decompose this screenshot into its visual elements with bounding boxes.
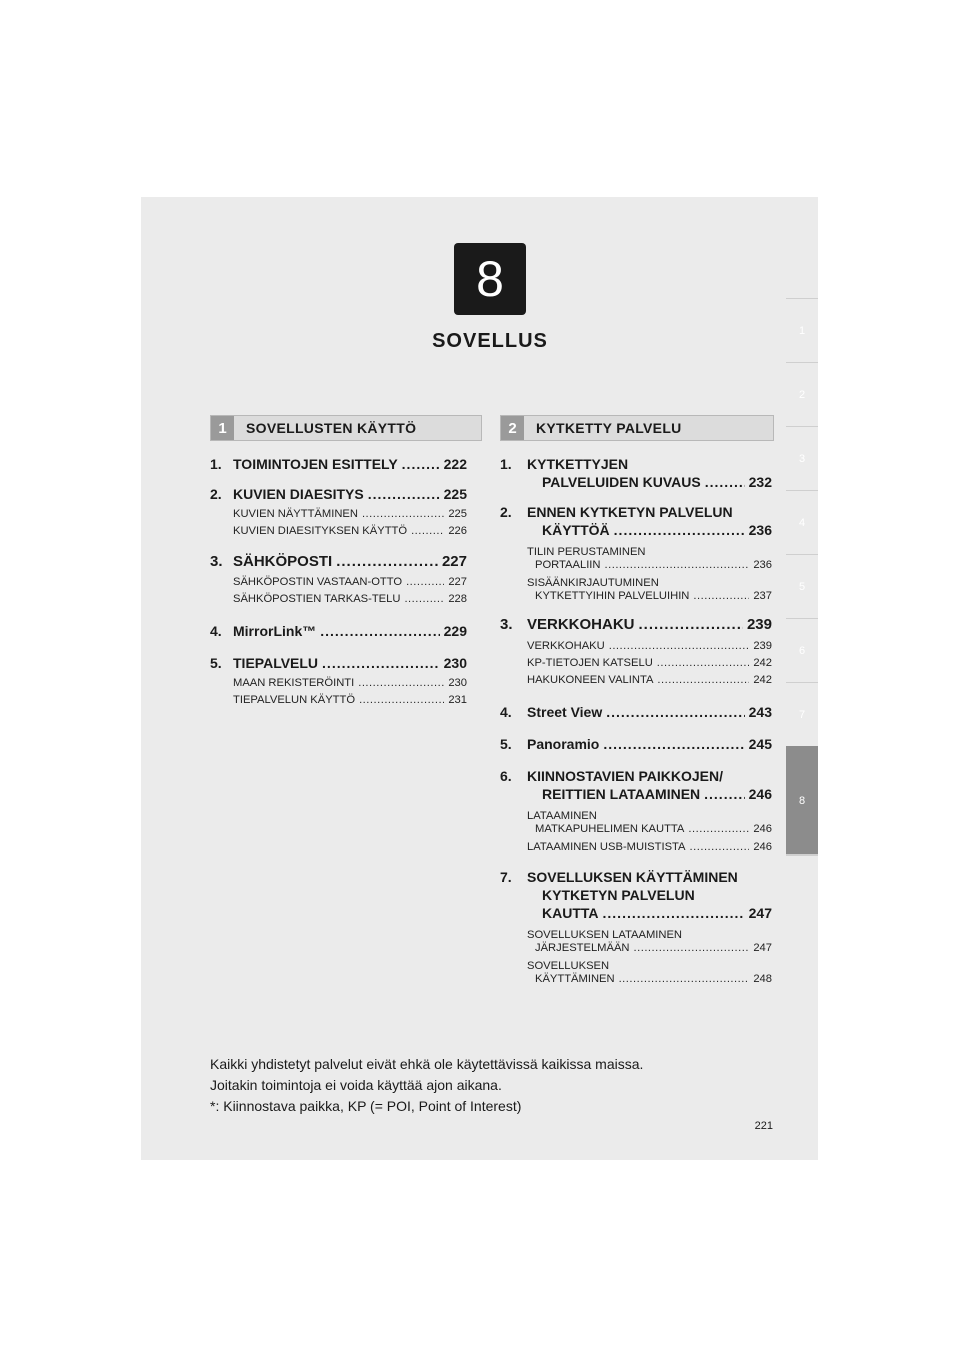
toc-item[interactable]: 3. SÄHKÖPOSTI ..... 227: [210, 553, 467, 570]
chapter-tab-8-active[interactable]: 8: [786, 746, 818, 854]
toc-item[interactable]: 1. KYTKETTYJEN: [500, 456, 629, 472]
footnote: Kaikki yhdistetyt palvelut eivät ehkä ole käytettävissä kaikissa maissa.: [210, 1056, 644, 1072]
chapter-tab-5[interactable]: 5: [786, 554, 818, 618]
toc-subitem-continuation[interactable]: PORTAALIIN ..... 236: [500, 559, 772, 571]
footnotes: [210, 1054, 643, 1117]
chapter-title: SOVELLUS: [432, 330, 548, 352]
toc-item[interactable]: 6. KIINNOSTAVIEN PAIKKOJEN/: [500, 768, 724, 784]
toc-subitem[interactable]: SOVELLUKSEN LATAAMINEN: [527, 929, 683, 941]
footnote: Joitakin toimintoja ei voida käyttää ajon aikana.: [210, 1077, 502, 1093]
section-title: SOVELLUSTEN KÄYTTÖ: [246, 420, 417, 436]
section-header-2: [500, 415, 774, 441]
toc-subitem[interactable]: VERKKOHAKU ..... 239: [500, 640, 772, 652]
toc-subitem-continuation[interactable]: MATKAPUHELIMEN KAUTTA ..... 246: [500, 823, 772, 835]
toc-subitem[interactable]: KUVIEN DIAESITYKSEN KÄYTTÖ ..... 226: [210, 525, 467, 537]
toc-subitem[interactable]: TIEPALVELUN KÄYTTÖ ..... 231: [210, 694, 467, 706]
chapter-tab-6[interactable]: 6: [786, 618, 818, 682]
toc-item[interactable]: 1. TOIMINTOJEN ESITTELY ..... 222: [210, 456, 467, 472]
toc-item[interactable]: 4. Street View ..... 243: [500, 704, 772, 720]
toc-subitem[interactable]: SOVELLUKSEN: [527, 960, 610, 972]
toc-subitem[interactable]: HAKUKONEEN VALINTA ..... 242: [500, 674, 772, 686]
toc-subitem[interactable]: TILIN PERUSTAMINEN: [527, 546, 646, 558]
chapter-number: 8: [476, 251, 504, 307]
toc-subitem[interactable]: KUVIEN NÄYTTÄMINEN ..... 225: [210, 508, 467, 520]
section-number: 2: [501, 416, 524, 440]
toc-item[interactable]: 4. MirrorLink™ ..... 229: [210, 623, 467, 639]
toc-subitem[interactable]: SÄHKÖPOSTIEN TARKAS-TELU ..... 228: [210, 593, 467, 605]
chapter-number-badge: [454, 243, 526, 315]
chapter-tab-4[interactable]: 4: [786, 490, 818, 554]
toc-left-column: [210, 456, 467, 706]
toc-item-continuation[interactable]: KÄYTTÖÄ ..... 236: [500, 522, 772, 538]
toc-subitem[interactable]: SÄHKÖPOSTIN VASTAAN-OTTO ..... 227: [210, 576, 467, 588]
section-number: 1: [211, 416, 234, 440]
chapter-tab-3[interactable]: 3: [786, 426, 818, 490]
toc-item-continuation[interactable]: KYTKETYN PALVELUN: [542, 887, 695, 903]
page-number: 221: [754, 1120, 773, 1132]
toc-subitem[interactable]: SISÄÄNKIRJAUTUMINEN: [527, 577, 659, 589]
section-title: KYTKETTY PALVELU: [536, 420, 682, 436]
chapter-tabs: [786, 298, 818, 856]
toc-item[interactable]: 7. SOVELLUKSEN KÄYTTÄMINEN: [500, 869, 738, 885]
toc-item[interactable]: 2. ENNEN KYTKETYN PALVELUN: [500, 504, 733, 520]
chapter-tab-2[interactable]: 2: [786, 362, 818, 426]
toc-subitem[interactable]: MAAN REKISTERÖINTI ..... 230: [210, 677, 467, 689]
section-header-1: [210, 415, 482, 441]
chapter-tab-1[interactable]: 1: [786, 298, 818, 362]
toc-subitem-continuation[interactable]: KYTKETTYIHIN PALVELUIHIN ..... 237: [500, 590, 772, 602]
chapter-tab-7[interactable]: 7: [786, 682, 818, 746]
toc-item-continuation[interactable]: KAUTTA ..... 247: [500, 905, 772, 921]
toc-subitem-continuation[interactable]: KÄYTTÄMINEN ..... 248: [500, 973, 772, 985]
toc-item[interactable]: 5. Panoramio ..... 245: [500, 736, 772, 752]
toc-item[interactable]: 2. KUVIEN DIAESITYS ..... 225: [210, 486, 467, 502]
toc-item[interactable]: 5. TIEPALVELU ..... 230: [210, 655, 467, 671]
toc-subitem[interactable]: KP-TIETOJEN KATSELU ..... 242: [500, 657, 772, 669]
toc-item-continuation[interactable]: PALVELUIDEN KUVAUS ..... 232: [500, 474, 772, 490]
toc-subitem[interactable]: LATAAMINEN USB-MUISTISTA ..... 246: [500, 841, 772, 853]
toc-item[interactable]: 3. VERKKOHAKU ..... 239: [500, 616, 772, 633]
toc-subitem-continuation[interactable]: JÄRJESTELMÄÄN ..... 247: [500, 942, 772, 954]
footnote: *: Kiinnostava paikka, KP (= POI, Point of Interest): [210, 1098, 522, 1114]
toc-right-column: [500, 456, 772, 985]
toc-item-continuation[interactable]: REITTIEN LATAAMINEN ..... 246: [500, 786, 772, 802]
toc-subitem[interactable]: LATAAMINEN: [527, 810, 597, 822]
